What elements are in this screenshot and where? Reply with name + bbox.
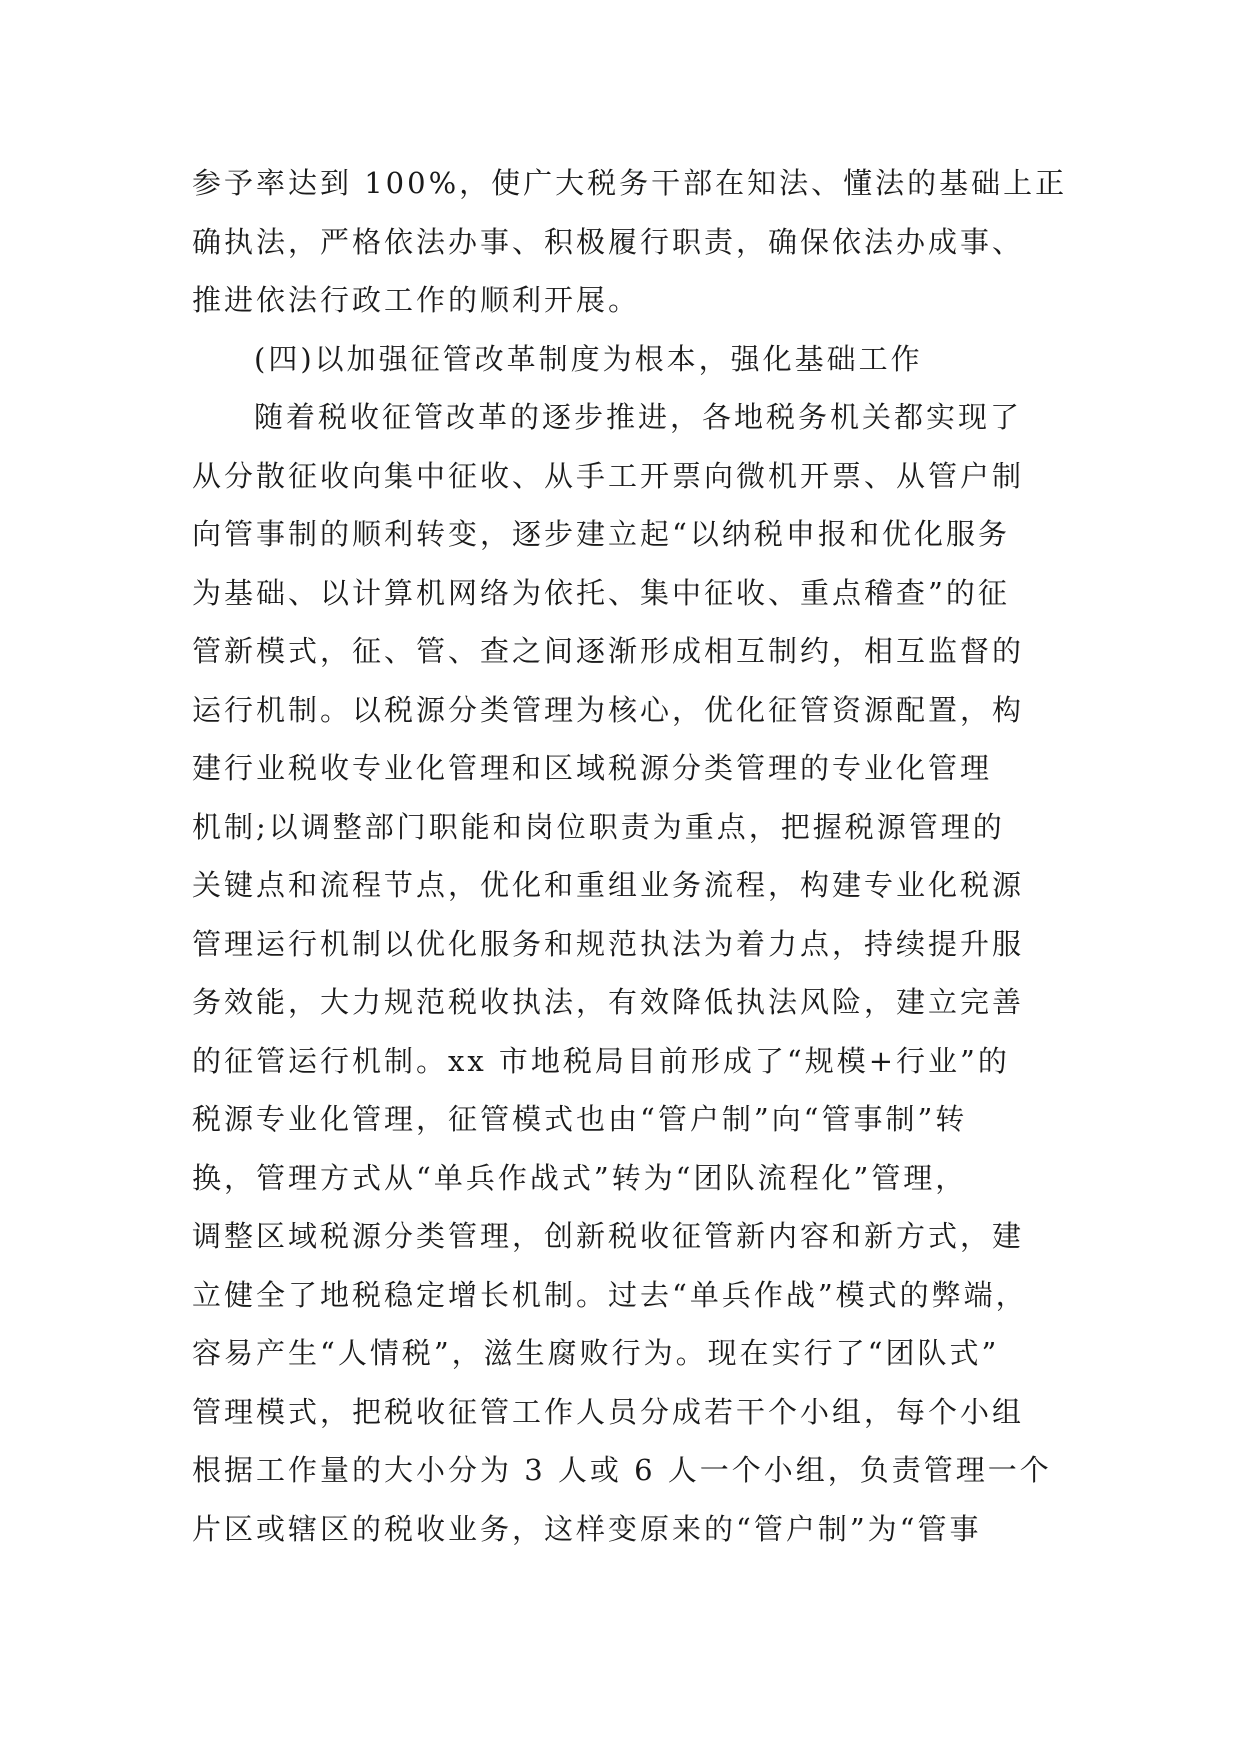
text-line: 向管事制的顺利转变，逐步建立起“以纳税申报和优化服务 — [192, 517, 1010, 551]
text-line: 关键点和流程节点，优化和重组业务流程，构建专业化税源 — [192, 868, 1025, 902]
body-text — [192, 154, 1068, 1558]
text-line: 的征管运行机制。xx 市地税局目前形成了“规模+行业”的 — [192, 1043, 1010, 1078]
text-line: 参予率达到 100%，使广大税务干部在知法、懂法的基础上正 — [192, 166, 1068, 200]
text-line: 机制;以调整部门职能和岗位职责为重点，把握税源管理的 — [192, 809, 1005, 844]
text-line: 管理模式，把税收征管工作人员分成若干个小组，每个小组 — [192, 1394, 1025, 1429]
text-line: 务效能，大力规范税收执法，有效降低执法风险，建立完善 — [192, 985, 1025, 1019]
text-line: 容易产生“人情税”，滋生腐败行为。现在实行了“团队式” — [192, 1336, 1000, 1370]
text-line: 运行机制。以税源分类管理为核心，优化征管资源配置，构 — [192, 692, 1025, 727]
text-line: 确执法，严格依法办事、积极履行职责，确保依法办成事、 — [192, 224, 1025, 259]
text-line: 根据工作量的大小分为 3 人或 6 人一个小组，负责管理一个 — [192, 1453, 1052, 1487]
text-line: 为基础、以计算机网络为依托、集中征收、重点稽查”的征 — [192, 575, 1010, 610]
text-line: 管新模式，征、管、查之间逐渐形成相互制约，相互监督的 — [192, 634, 1025, 668]
text-line: 税源专业化管理，征管模式也由“管户制”向“管事制”转 — [192, 1102, 968, 1136]
text-line: 管理运行机制以优化服务和规范执法为着力点，持续提升服 — [192, 926, 1025, 961]
section-heading: (四)以加强征管改革制度为根本，强化基础工作 — [254, 341, 923, 376]
text-line: 建行业税收专业化管理和区域税源分类管理的专业化管理 — [192, 751, 993, 785]
text-line: 立健全了地税稳定增长机制。过去“单兵作战”模式的弊端， — [192, 1277, 1028, 1312]
paragraph-start: 随着税收征管改革的逐步推进，各地税务机关都实现了 — [254, 400, 1023, 434]
text-line: 片区或辖区的税收业务，这样变原来的“管户制”为“管事 — [192, 1511, 982, 1546]
text-line: 调整区域税源分类管理，创新税收征管新内容和新方式，建 — [192, 1219, 1025, 1253]
text-line: 从分散征收向集中征收、从手工开票向微机开票、从管户制 — [192, 458, 1025, 493]
text-line: 推进依法行政工作的顺利开展。 — [192, 283, 641, 317]
text-line: 换，管理方式从“单兵作战式”转为“团队流程化”管理， — [192, 1160, 968, 1195]
